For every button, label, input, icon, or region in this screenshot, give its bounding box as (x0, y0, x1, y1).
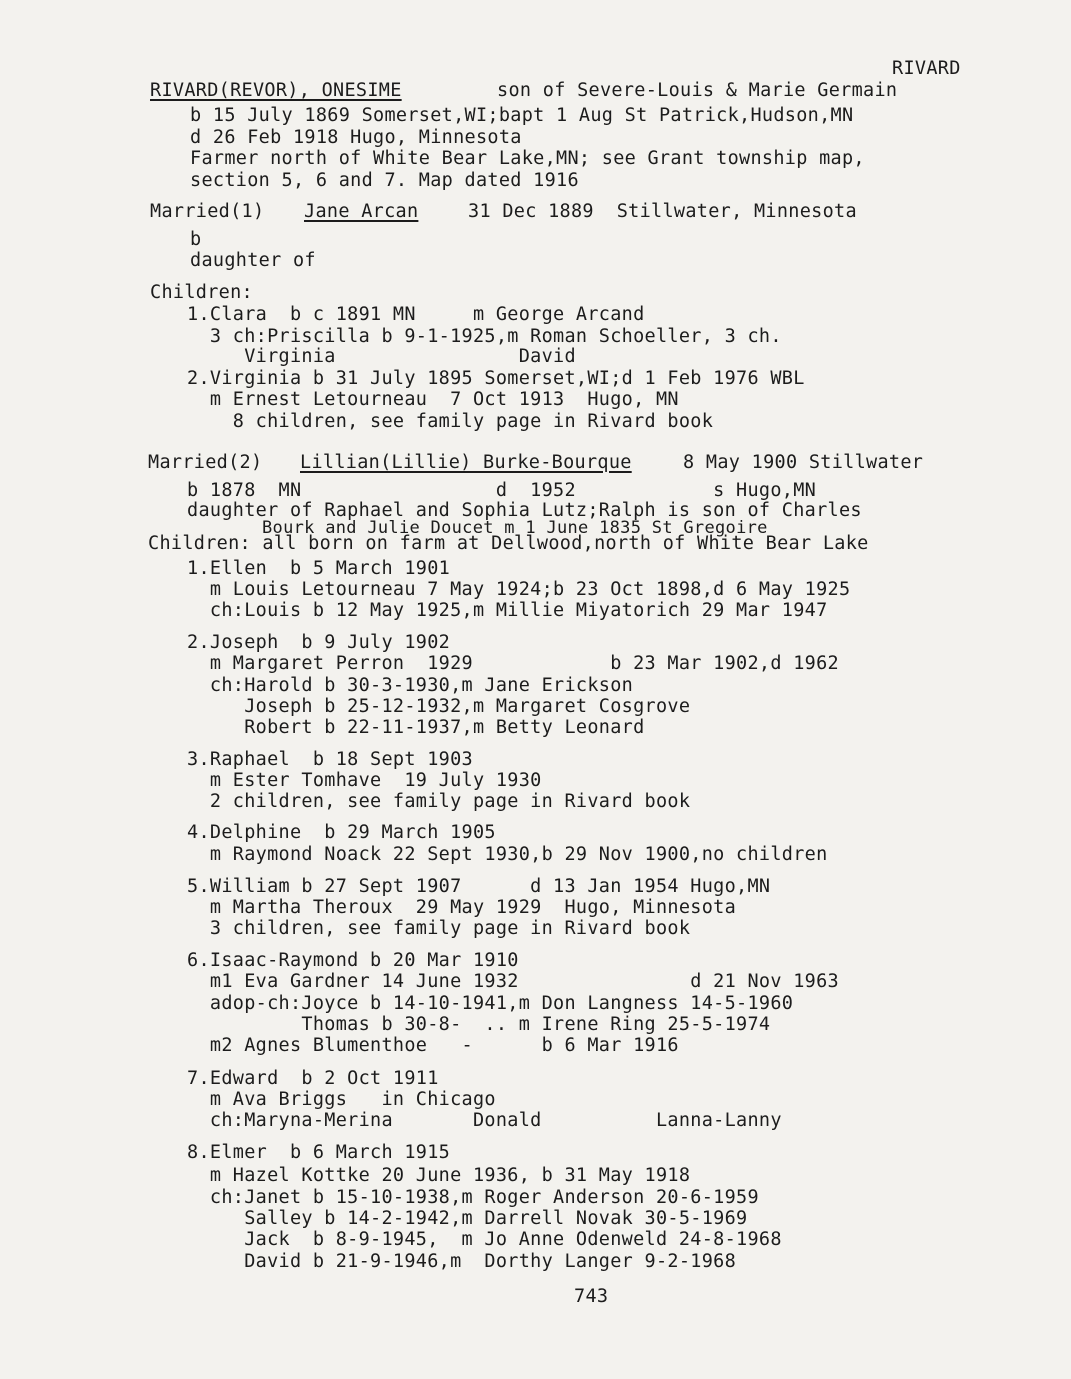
child-line: m Hazel Kottke 20 June 1936, b 31 May 1918 (187, 1165, 691, 1186)
child-line: m Ester Tomhave 19 July 1930 (187, 770, 542, 791)
child-line: Salley b 14-2-1942,m Darrell Novak 30-5-1969 (187, 1208, 748, 1229)
child-line: Robert b 22-11-1937,m Betty Leonard (187, 717, 645, 738)
page-number: 743 (574, 1286, 609, 1307)
child-line: 8.Elmer b 6 March 1915 (187, 1142, 451, 1163)
subject-occupation-cont: section 5, 6 and 7. Map dated 1916 (190, 170, 579, 191)
child-line: m1 Eva Gardner 14 June 1932 d 21 Nov 1963 (187, 971, 839, 992)
child-line: Joseph b 25-12-1932,m Margaret Cosgrove (187, 696, 691, 717)
subject-name: RIVARD(REVOR), ONESIME (150, 80, 402, 101)
marriage2-spouse-parents-cont: Bourk and Julie Doucet m 1 June 1835 St Gregoire (262, 518, 768, 538)
marriage2-spouse-vitals: b 1878 MN d 1952 s Hugo,MN (187, 480, 817, 501)
child-line: Thomas b 30-8- .. m Irene Ring 25-5-1974 (187, 1014, 771, 1035)
child-line: Jack b 8-9-1945, m Jo Anne Odenweld 24-8-1968 (187, 1229, 782, 1250)
marriage1-label: Married(1) (150, 201, 265, 222)
marriage1-date-place: 31 Dec 1889 Stillwater, Minnesota (468, 201, 857, 222)
child-line: ch:Louis b 12 May 1925,m Millie Miyatorich 29 Mar 1947 (187, 600, 828, 621)
marriage1-child-line: Virginia David (187, 346, 576, 367)
child-line: m Ava Briggs in Chicago (187, 1089, 496, 1110)
child-line: ch:Harold b 30-3-1930,m Jane Erickson (187, 675, 634, 696)
subject-birth: b 15 July 1869 Somerset,WI;bapt 1 Aug St Patrick,Hudson,MN (190, 105, 854, 126)
marriage1-child-line: 8 children, see family page in Rivard book (187, 411, 714, 432)
child-line: 5.William b 27 Sept 1907 d 13 Jan 1954 Hugo,MN (187, 876, 771, 897)
marriage1-child-line: 3 ch:Pri̇scilla b 9-1-1925,m Roman Schoeller, 3 ch. (187, 326, 782, 347)
child-line: David b 21-9-1946,m Dorthy Langer 9-2-1968 (187, 1251, 737, 1272)
child-line: 3 children, see family page in Rivard book (187, 918, 691, 939)
marriage1-spouse-parents: daughter of (190, 250, 316, 271)
child-line: m Raymond Noack 22 Sept 1930,b 29 Nov 1900,no children (187, 844, 828, 865)
child-line: 2.Joseph b 9 July 1902 (187, 632, 451, 653)
marriage1-child-line: 1.Clara b c 1891 MN m George Arcand (187, 304, 645, 325)
marriage1-child-line: m Ernest Letourneau 7 Oct 1913 Hugo, MN (187, 389, 679, 410)
subject-death: d 26 Feb 1918 Hugo, Minnesota (190, 127, 522, 148)
child-line: 2 children, see family page in Rivard book (187, 791, 691, 812)
subject-occupation: Farmer north of White Bear Lake,MN; see Grant township map, (190, 148, 865, 169)
child-line: ch:Janet b 15-10-1938,m Roger Anderson 20-6-1959 (187, 1187, 759, 1208)
family-surname-heading: RIVARD (892, 58, 961, 79)
child-line: 6.Isaac-Raymond b 20 Mar 1910 (187, 950, 519, 971)
child-line: 3.Raphael b 18 Sept 1903 (187, 749, 473, 770)
marriage2-spouse: Lillian(Lillie) Burke-Bourque (300, 452, 632, 473)
marriage1-spouse-birth: b (190, 229, 202, 250)
child-line: 7.Edward b 2 Oct 1911 (187, 1068, 439, 1089)
child-line: ch:Maryna-Merina Donald Lanna-Lanny (187, 1110, 782, 1131)
child-line: m2 Agnes Blumenthoe - b 6 Mar 1916 (187, 1035, 679, 1056)
marriage1-spouse: Jane Arcan (304, 201, 419, 222)
child-line: 1.Ellen b 5 March 1901 (187, 558, 451, 579)
subject-parents: son of Severe-Louis & Marie Germain (497, 80, 898, 101)
child-line: adop-ch:Joyce b 14-10-1941,m Don Langness 14-5-1960 (187, 993, 794, 1014)
child-line: 4.Delphine b 29 March 1905 (187, 822, 496, 843)
marriage2-spouse-parents: daughter of Raphael and Sophia Lutz;Ralph is son of Charles (187, 500, 862, 521)
marriage2-label: Married(2) (148, 452, 263, 473)
child-line: m Margaret Perron 1929 b 23 Mar 1902,d 1962 (187, 653, 839, 674)
marriage1-children-label: Children: (150, 282, 253, 303)
marriage2-children-label: Children: all born on farm at Dellwood,north of White Bear Lake (148, 533, 869, 554)
marriage2-date-place: 8 May 1900 Stillwater (683, 452, 924, 473)
child-line: m Louis Letourneau 7 May 1924;b 23 Oct 1898,d 6 May 1925 (187, 579, 851, 600)
child-line: m Martha Theroux 29 May 1929 Hugo, Minnesota (187, 897, 737, 918)
marriage1-child-line: 2.Virginia b 31 July 1895 Somerset,WI;d 1 Feb 1976 WBL (187, 368, 805, 389)
